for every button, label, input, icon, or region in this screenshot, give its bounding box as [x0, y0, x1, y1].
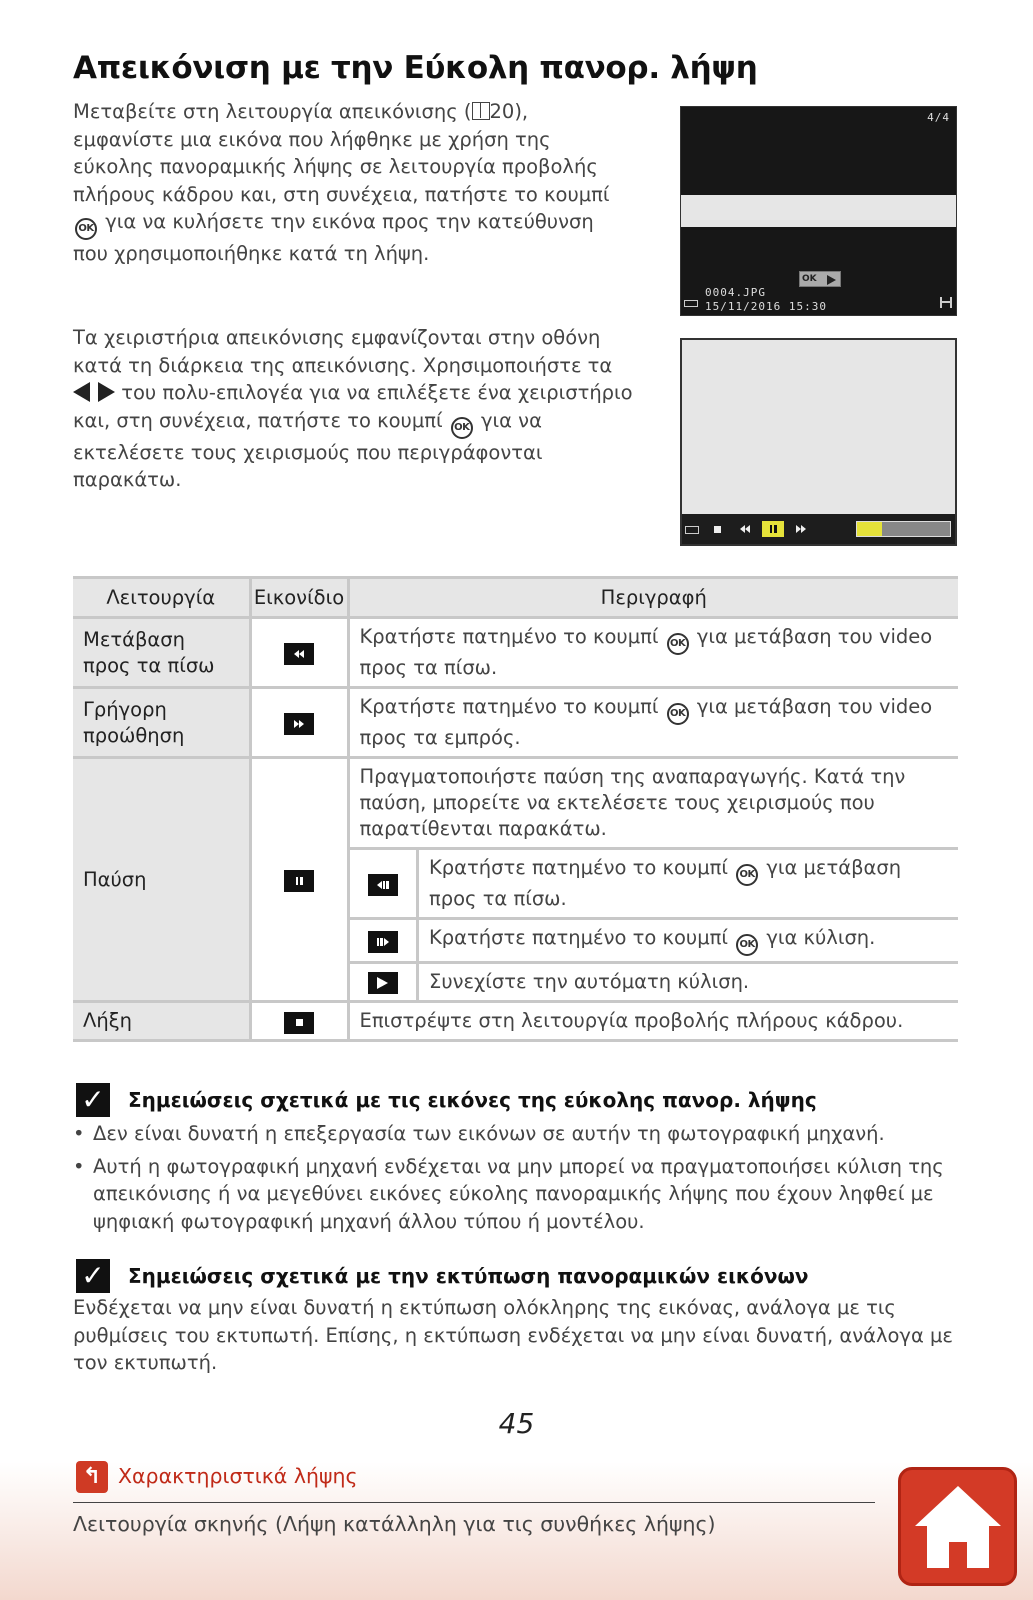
stop-icon: [284, 1012, 314, 1034]
function-name: Παύση: [73, 758, 250, 1002]
page-title: Απεικόνιση με την Εύκολη πανορ. λήψη: [73, 50, 758, 86]
stop-control-icon[interactable]: [706, 521, 728, 537]
table-row-fast-forward: [73, 688, 958, 758]
play-icon: [368, 972, 398, 994]
notes-text-printing: Ενδέχεται να μην είναι δυνατή η εκτύπωση ολόκληρης της εικόνας, ανάλογα με τις ρυθμίσεις του εκτυπωτή. Επίσης, η εκτύπωση ενδέχεται να μην είναι δυνατή, ανάλογα με τον εκτυπωτή.: [73, 1296, 953, 1374]
controls-table: [73, 576, 958, 1042]
camera-screen-playback: [680, 338, 957, 546]
intro-paragraph: Μεταβείτε στη λειτουργία απεικόνισης ( 20), εμφανίστε μια εικόνα που λήφθηκε με χρήση της εύκολης πανοραμικής λήψης σε λειτουργία προβολής πλήρους κάδρου και, στη συνέχεια, πατήστε το κουμπί OK για να κυλήσετε την εικόνα προς την κατεύθυνση που χρησιμοποιήθηκε κατά τη λήψη.: [73, 100, 610, 265]
camera-screen-full-frame: [680, 106, 957, 316]
ok-button-icon: OK: [736, 934, 758, 956]
breadcrumb-subsection-link[interactable]: Λειτουργία σκηνής (Λήψη κατάλληλη για τις συνθήκες λήψης): [73, 1512, 716, 1536]
pause-subtable: [350, 847, 959, 1000]
function-description: Επιστρέψτε στη λειτουργία προβολής πλήρους κάδρου.: [348, 1002, 958, 1041]
rewind-control-icon[interactable]: [734, 521, 756, 537]
sub-row-step-forward: [350, 919, 959, 963]
scroll-progress-fill: [857, 522, 882, 536]
ok-button-icon: OK: [75, 218, 97, 240]
sub-description: Κρατήστε πατημένο το κουμπί OK για μετάβαση προς τα πίσω.: [418, 849, 959, 919]
notes-heading-images: ✓ Σημειώσεις σχετικά με τις εικόνες της εύκολης πανορ. λήψης: [76, 1083, 817, 1117]
step-back-icon: [368, 874, 398, 896]
panorama-image-band: [681, 195, 956, 227]
back-arrow-icon[interactable]: ↰: [76, 1461, 108, 1493]
sub-description: Συνεχίστε την αυτόματη κύλιση.: [418, 963, 959, 1001]
play-icon: [827, 275, 836, 285]
pause-icon: [284, 870, 314, 892]
controls-paragraph: Τα χειριστήρια απεικόνισης εμφανίζονται στην οθόνη κατά τη διάρκεια της απεικόνισης. Χρησιμοποιήστε τα του πολυ-επιλογέα για να επιλέξετε ένα χειριστήριο και, στη συνέχεια, πατήστε το κουμπί OK για να εκτελέσετε τους χειρισμούς που περιγράφονται παρακάτω.: [73, 326, 633, 491]
page-number: 45: [498, 1407, 535, 1440]
function-description: Κρατήστε πατημένο το κουμπί OK για μετάβαση του video προς τα πίσω.: [348, 618, 958, 688]
breadcrumb-section-link[interactable]: Χαρακτηριστικά λήψης: [118, 1464, 358, 1488]
list-item: • Δεν είναι δυνατή η επεξεργασία των εικόνων σε αυτήν τη φωτογραφική μηχανή.: [73, 1120, 953, 1148]
step-forward-icon: [368, 931, 398, 953]
function-name: Λήξη: [73, 1002, 250, 1041]
playback-controls-bar: [682, 514, 955, 544]
ok-button-icon: OK: [736, 864, 758, 886]
breadcrumb-divider: [73, 1502, 875, 1503]
table-row-pause: [73, 758, 958, 1002]
function-description: Πραγματοποιήστε παύση της αναπαραγωγής. Κατά την παύση, μπορείτε να εκτελέσετε τους χειρισμούς που παρατίθενται παρακάτω.: [359, 765, 906, 840]
function-name: Μετάβαση προς τα πίσω: [73, 618, 250, 688]
home-button[interactable]: [898, 1467, 1017, 1586]
left-right-arrows-icon: [73, 382, 115, 402]
table-header-description: Περιγραφή: [348, 578, 958, 618]
scroll-progress-bar: [856, 521, 951, 537]
file-datetime: 15/11/2016 15:30: [705, 300, 827, 313]
table-header-icon: Εικονίδιο: [250, 578, 348, 618]
notes-heading-printing: ✓ Σημειώσεις σχετικά με την εκτύπωση πανοραμικών εικόνων: [76, 1259, 809, 1293]
sub-description: Κρατήστε πατημένο το κουμπί OK για κύλιση.: [418, 919, 959, 963]
battery-icon: [685, 526, 699, 534]
pause-control-icon[interactable]: [762, 521, 784, 537]
check-icon: ✓: [76, 1259, 110, 1293]
rewind-icon: [284, 643, 314, 665]
check-icon: ✓: [76, 1083, 110, 1117]
file-info: [705, 286, 827, 314]
panorama-icon: [940, 297, 952, 308]
ok-play-indicator: OK: [799, 271, 841, 287]
table-header-function: Λειτουργία: [73, 578, 250, 618]
notes-list-images: [73, 1120, 953, 1240]
fast-forward-icon: [284, 713, 314, 735]
book-ref-icon: [472, 102, 490, 120]
ok-button-icon: OK: [667, 703, 689, 725]
function-description: Κρατήστε πατημένο το κουμπί OK για μετάβαση του video προς τα εμπρός.: [348, 688, 958, 758]
sub-row-step-back: [350, 849, 959, 919]
ok-button-icon: OK: [667, 633, 689, 655]
table-row-end: [73, 1002, 958, 1041]
table-row-rewind: [73, 618, 958, 688]
battery-icon: [684, 300, 698, 307]
ok-button-icon: OK: [451, 417, 473, 439]
list-item: • Αυτή η φωτογραφική μηχανή ενδέχεται να μην μπορεί να πραγματοποιήσει κύλιση της απεικόνισης ή να μεγεθύνει εικόνες εύκολης πανοραμικής λήψης που έχουν ληφθεί με ψηφιακή φωτογραφική μηχανή άλλου τύπου ή μοντέλου.: [73, 1153, 953, 1236]
fast-forward-control-icon[interactable]: [790, 521, 812, 537]
file-name: 0004.JPG: [705, 286, 766, 299]
image-counter: 4/4: [927, 111, 950, 124]
function-name: Γρήγορη προώθηση: [73, 688, 250, 758]
sub-row-resume: [350, 963, 959, 1001]
home-icon: [909, 1478, 1007, 1576]
